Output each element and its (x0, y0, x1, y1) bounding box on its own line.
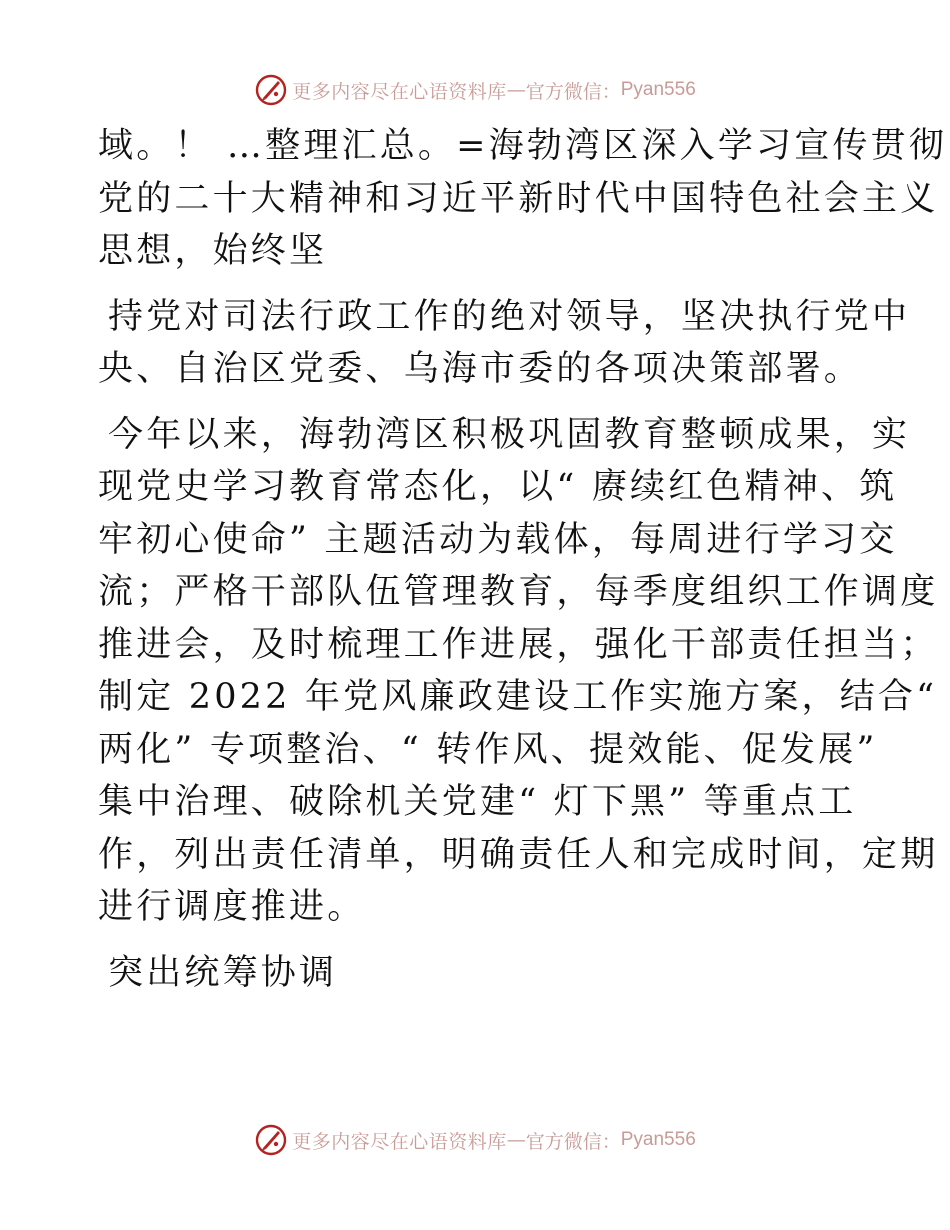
watermark-separator: — (506, 79, 526, 101)
paragraph-2 (98, 291, 911, 396)
quill-seal-icon (254, 1123, 288, 1157)
text-line: 持党对司法行政工作的绝对领导，坚决执行党中 (108, 296, 911, 337)
document-body (98, 120, 948, 1012)
text-line: 制定 2022 年党风廉政建设工作实施方案，结合“ (98, 677, 938, 717)
text-line: 党的二十大精神和习近平新时代中国特色社会主义 (98, 178, 939, 219)
text-line: 突出统筹协调 (108, 952, 338, 993)
quill-seal-icon (254, 73, 288, 107)
paragraph-1 (98, 120, 948, 278)
text-line: 牢初心使命” 主题活动为载体，每周进行学习交 (98, 519, 898, 560)
header-watermark (0, 72, 950, 108)
watermark-text: 更多内容尽在心语资料库 (292, 1130, 507, 1153)
footer-watermark (0, 1122, 950, 1158)
paragraph-3 (98, 409, 939, 934)
watermark-separator: — (506, 1129, 526, 1151)
text-line: 域。！ …整理汇总。=海勃湾区深入学习宣传贯彻 (98, 126, 948, 166)
text-line: 流；严格干部队伍管理教育，每季度组织工作调度 (98, 572, 939, 612)
text-line: 集中治理、破除机关党建“ 灯下黑” 等重点工 (98, 782, 857, 822)
text-line: 思想，始终坚 (98, 231, 328, 271)
text-line: 作，列出责任清单，明确责任人和完成时间，定期 (98, 834, 939, 875)
text-line: 两化” 专项整治、“ 转作风、提效能、促发展” (98, 729, 878, 770)
watermark-wechat-id: Pyan556 (620, 79, 696, 100)
watermark-wechat-label: 官方微信： (525, 1130, 621, 1153)
watermark-wechat-id: Pyan556 (620, 1129, 696, 1150)
text-line: 进行调度推进。 (98, 887, 366, 927)
text-line: 推进会，及时梳理工作进展，强化干部责任担当； (98, 624, 939, 665)
text-line: 央、自治区党委、乌海市委的各项决策部署。 (98, 349, 863, 389)
text-line: 现党史学习教育常态化，以“ 赓续红色精神、筑 (98, 467, 898, 507)
watermark-wechat-label: 官方微信： (525, 80, 621, 103)
section-heading (98, 947, 854, 1000)
watermark-text: 更多内容尽在心语资料库 (292, 80, 507, 103)
text-line: 今年以来，海勃湾区积极巩固教育整顿成果，实 (108, 414, 911, 455)
